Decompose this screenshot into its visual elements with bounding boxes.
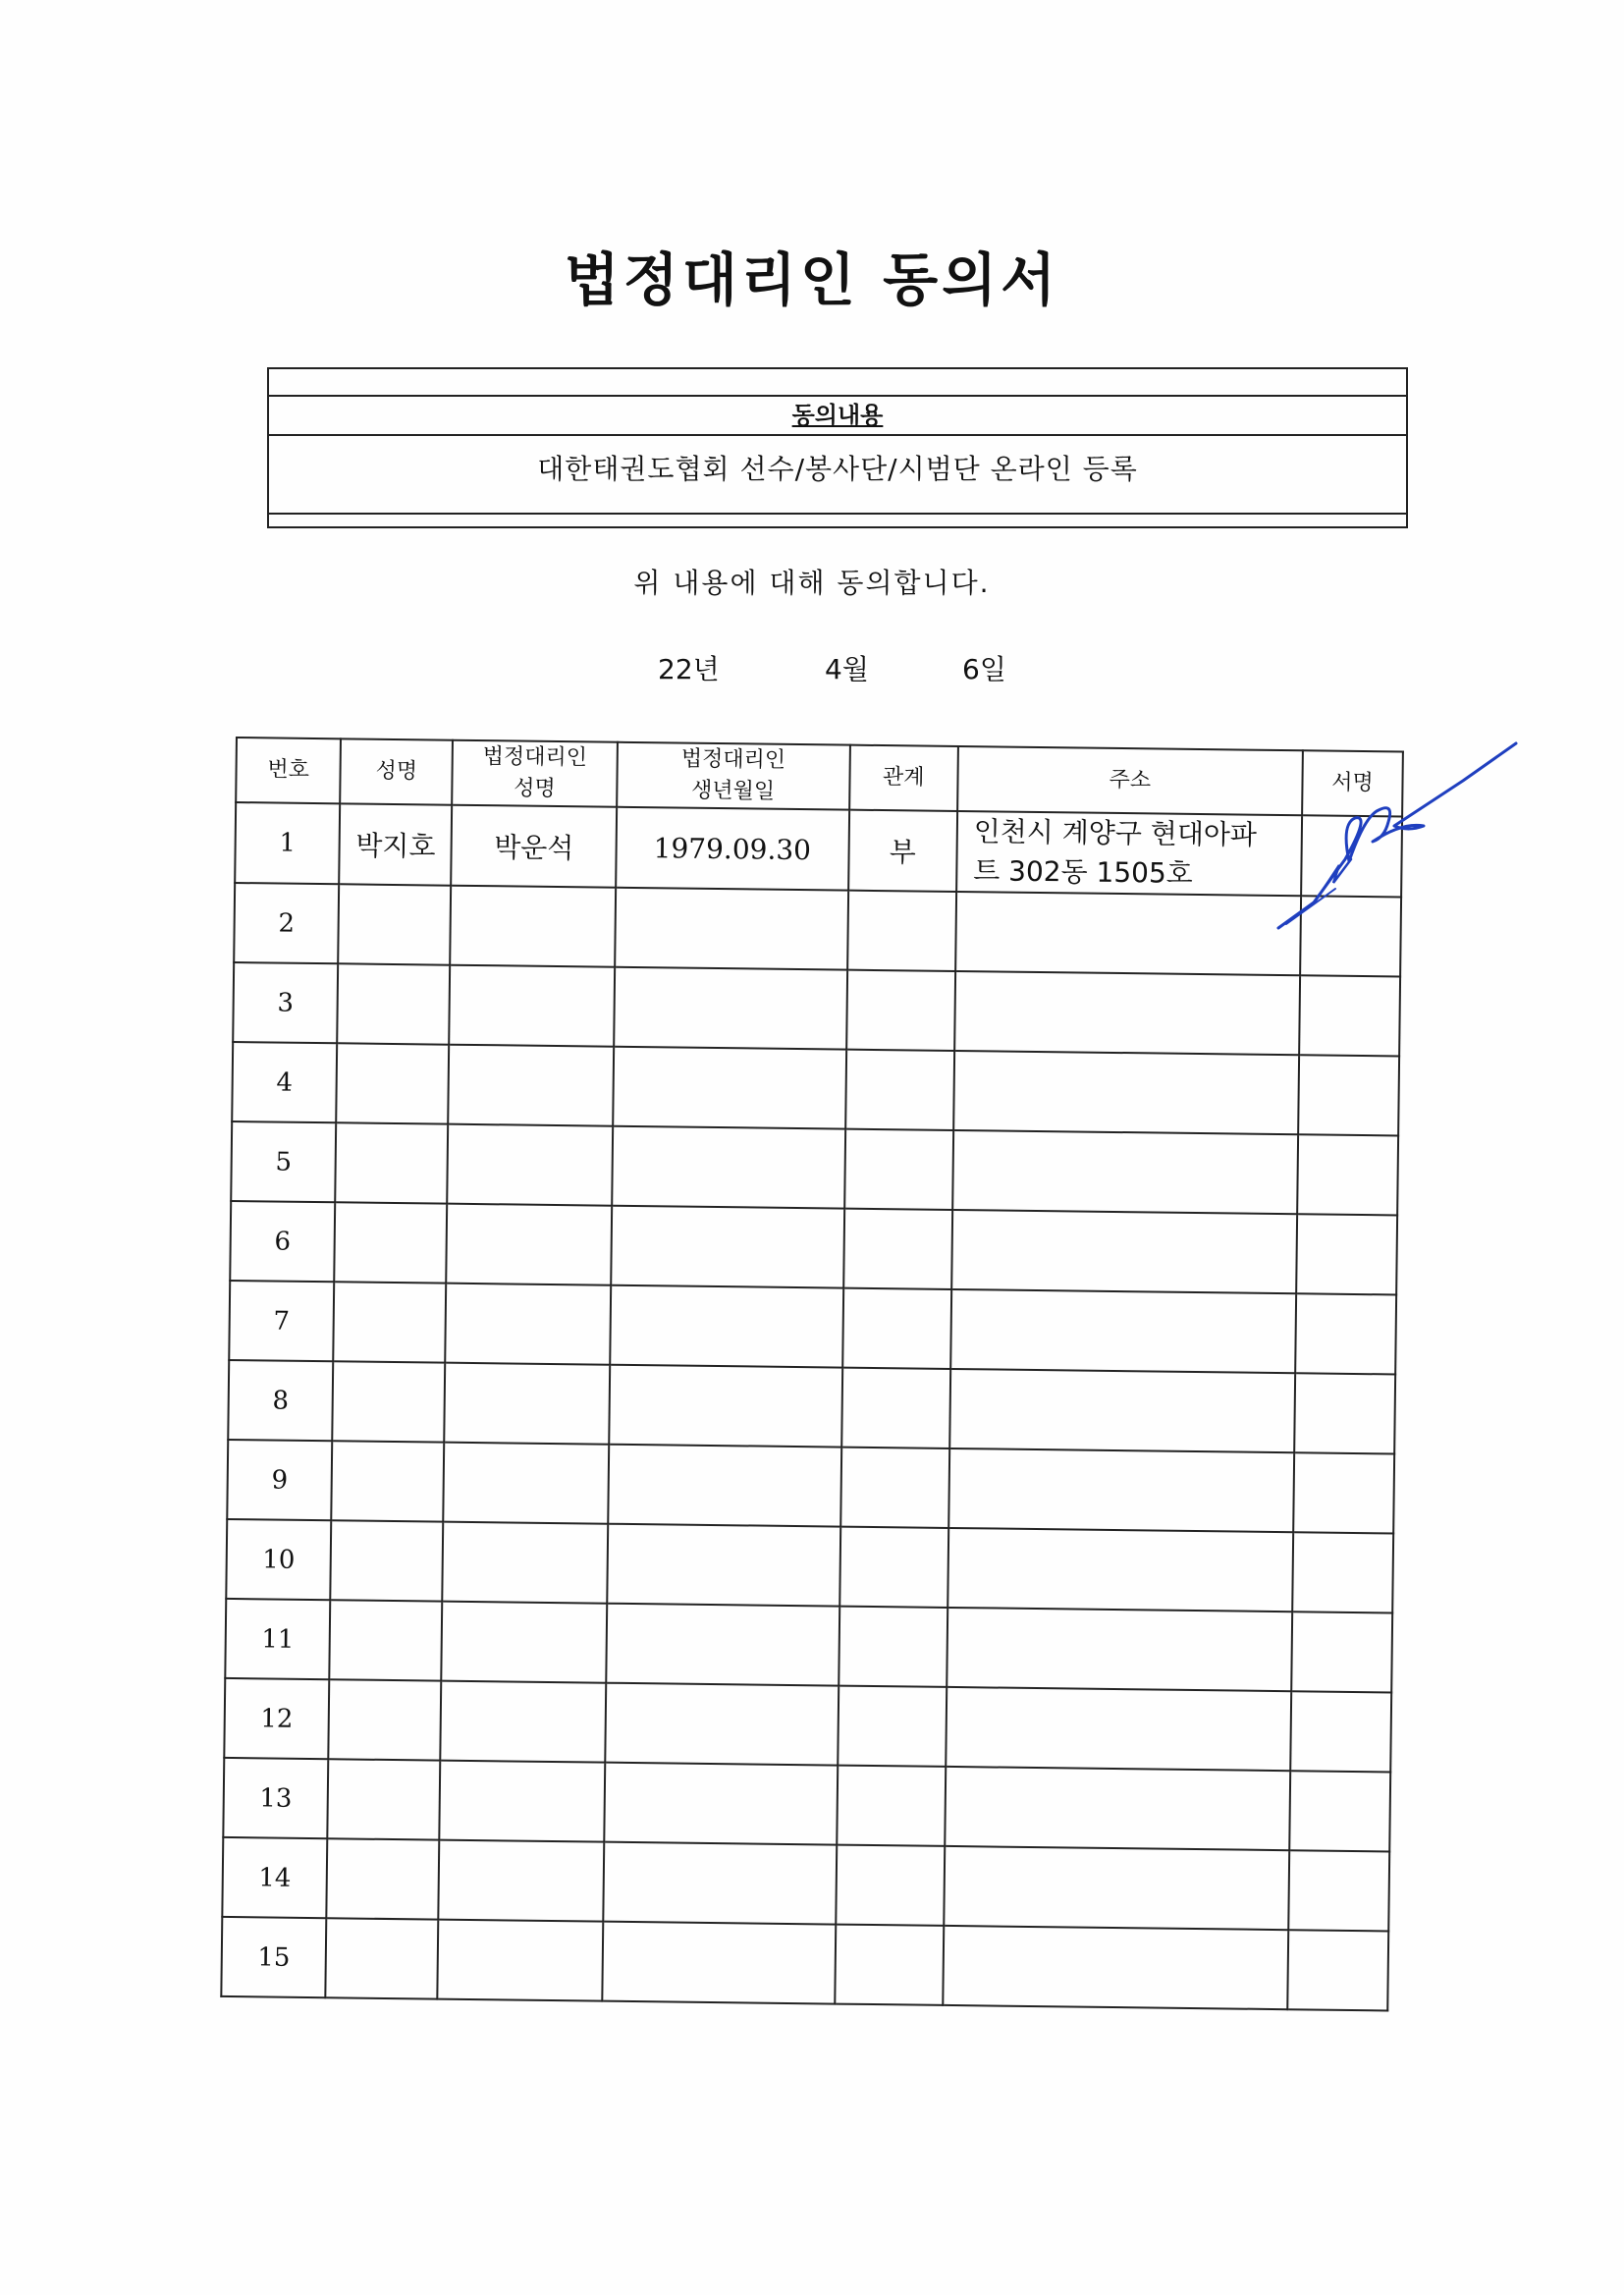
row-number: 12 bbox=[224, 1678, 329, 1759]
guardian-birthdate bbox=[609, 1365, 842, 1448]
signature-cell bbox=[1296, 1214, 1397, 1294]
header-text: 관계 bbox=[882, 765, 925, 791]
date-month: 4월 bbox=[825, 653, 869, 685]
guardian-birthdate bbox=[605, 1683, 839, 1766]
table-row bbox=[223, 1758, 1390, 1852]
guardian-name bbox=[442, 1602, 607, 1683]
student-name: 박지호 bbox=[339, 803, 452, 885]
table-header-cell bbox=[957, 746, 1303, 815]
table-row bbox=[225, 1599, 1392, 1693]
relation bbox=[844, 1129, 953, 1210]
student-name bbox=[338, 884, 451, 964]
signature-cell bbox=[1288, 1850, 1389, 1931]
guardian-birthdate: 1979.09.30 bbox=[616, 807, 849, 891]
student-name bbox=[328, 1679, 441, 1760]
student-name bbox=[337, 963, 450, 1044]
consent-header bbox=[269, 397, 1406, 436]
document-title: 법정대리인 동의서 bbox=[564, 246, 1060, 313]
table-row bbox=[224, 1678, 1391, 1773]
address bbox=[947, 1608, 1292, 1691]
relation bbox=[835, 1925, 944, 2005]
table-row bbox=[226, 1519, 1393, 1613]
header-text: 법정대리인 bbox=[482, 744, 588, 771]
date-year: 22년 bbox=[658, 653, 720, 685]
signature-cell bbox=[1299, 975, 1400, 1056]
student-name bbox=[335, 1122, 448, 1203]
signature-cell bbox=[1289, 1771, 1390, 1851]
table-body bbox=[221, 802, 1402, 2010]
guardian-name bbox=[444, 1443, 609, 1524]
guardian-birthdate bbox=[612, 1126, 845, 1209]
table-header-cell bbox=[617, 742, 850, 810]
header-text: 주소 bbox=[1109, 767, 1152, 793]
signature-cell bbox=[1298, 1055, 1399, 1135]
address bbox=[950, 1289, 1296, 1373]
row-number: 8 bbox=[228, 1360, 333, 1441]
table-row bbox=[222, 1837, 1389, 1932]
table-row bbox=[230, 1201, 1397, 1295]
address bbox=[947, 1528, 1293, 1612]
table-header-cell bbox=[236, 738, 341, 803]
signature-cell bbox=[1291, 1612, 1392, 1692]
header-text: 법정대리인 bbox=[680, 746, 786, 773]
signature-cell bbox=[1287, 1930, 1388, 2010]
relation bbox=[837, 1766, 946, 1846]
row-number: 2 bbox=[234, 883, 339, 963]
table-header-cell bbox=[340, 738, 453, 804]
student-name bbox=[331, 1441, 444, 1521]
header-text: 성명 bbox=[375, 758, 418, 785]
row-number: 4 bbox=[232, 1042, 337, 1122]
relation bbox=[838, 1686, 947, 1767]
guardian-birthdate bbox=[602, 1922, 836, 2004]
address bbox=[948, 1448, 1294, 1532]
guardian-name bbox=[438, 1920, 603, 2001]
table-header-cell bbox=[849, 745, 958, 811]
consent-header-label: 동의내용 bbox=[791, 402, 884, 429]
signature-cell bbox=[1293, 1452, 1394, 1533]
header-text: 성명 bbox=[514, 776, 556, 801]
guardian-birthdate bbox=[613, 1047, 846, 1129]
consent-box bbox=[267, 367, 1408, 528]
guardian-birthdate bbox=[603, 1842, 837, 1925]
address bbox=[944, 1846, 1289, 1930]
guardian-name bbox=[450, 965, 615, 1047]
guardian-name bbox=[451, 886, 616, 967]
relation bbox=[839, 1607, 947, 1687]
address bbox=[949, 1369, 1295, 1452]
address bbox=[952, 1130, 1298, 1214]
table-row bbox=[221, 1917, 1388, 2011]
row-number: 13 bbox=[223, 1758, 328, 1838]
relation bbox=[836, 1845, 945, 1926]
signature-cell bbox=[1292, 1532, 1393, 1612]
consent-body: 대한태권도협회 선수/봉사단/시범단 온라인 등록 bbox=[537, 453, 1138, 485]
table-row bbox=[231, 1121, 1398, 1216]
divider bbox=[269, 513, 1406, 515]
guardian-birthdate bbox=[614, 967, 847, 1050]
guardian-name: 박운석 bbox=[452, 805, 617, 888]
guardian-name bbox=[446, 1284, 611, 1365]
table-row bbox=[234, 883, 1401, 977]
date-day: 6일 bbox=[962, 653, 1006, 685]
relation bbox=[840, 1448, 949, 1528]
guardian-name bbox=[445, 1363, 610, 1445]
relation bbox=[842, 1288, 951, 1369]
table-header-cell bbox=[453, 740, 618, 807]
table-row bbox=[227, 1440, 1394, 1534]
table-row bbox=[229, 1281, 1396, 1375]
student-name bbox=[336, 1043, 449, 1123]
relation: 부 bbox=[848, 810, 957, 892]
guardian-name bbox=[439, 1840, 604, 1922]
address bbox=[945, 1767, 1290, 1850]
student-name bbox=[334, 1202, 447, 1283]
relation bbox=[843, 1209, 952, 1289]
address bbox=[954, 971, 1300, 1055]
table-row bbox=[232, 1042, 1399, 1136]
relation bbox=[847, 891, 956, 971]
relation bbox=[846, 970, 955, 1051]
guardian-birthdate bbox=[606, 1604, 839, 1686]
signature-cell bbox=[1295, 1293, 1396, 1374]
row-number: 14 bbox=[222, 1837, 327, 1918]
student-name bbox=[327, 1759, 440, 1839]
header-text: 번호 bbox=[267, 757, 310, 783]
guardian-birthdate bbox=[604, 1763, 838, 1845]
relation bbox=[841, 1368, 950, 1448]
guardian-table bbox=[220, 737, 1404, 2011]
row-number: 6 bbox=[230, 1201, 335, 1282]
signature-cell bbox=[1297, 1134, 1398, 1215]
student-name bbox=[333, 1282, 446, 1362]
signature-cell bbox=[1294, 1373, 1395, 1453]
guardian-name bbox=[441, 1681, 606, 1763]
address bbox=[951, 1210, 1297, 1293]
student-name bbox=[325, 1918, 438, 1998]
header-text: 생년월일 bbox=[690, 778, 776, 804]
table-row bbox=[228, 1360, 1395, 1454]
agreement-statement: 위 내용에 대해 동의합니다. bbox=[633, 567, 991, 599]
row-number: 11 bbox=[225, 1599, 330, 1679]
guardian-name bbox=[440, 1761, 605, 1842]
row-number: 1 bbox=[235, 802, 340, 884]
student-name bbox=[330, 1520, 443, 1601]
guardian-name bbox=[443, 1522, 608, 1604]
guardian-birthdate bbox=[607, 1524, 840, 1607]
row-number: 9 bbox=[227, 1440, 332, 1520]
guardian-birthdate bbox=[615, 888, 848, 970]
guardian-birthdate bbox=[611, 1206, 844, 1288]
address bbox=[955, 892, 1301, 975]
row-number: 3 bbox=[233, 962, 338, 1043]
student-name bbox=[329, 1600, 442, 1680]
guardian-name bbox=[449, 1045, 614, 1126]
table-row bbox=[233, 962, 1400, 1057]
guardian-name bbox=[447, 1204, 612, 1285]
row-number: 15 bbox=[221, 1917, 326, 1997]
relation bbox=[845, 1050, 954, 1130]
student-name bbox=[326, 1838, 439, 1919]
guardian-birthdate bbox=[608, 1445, 841, 1527]
row-number: 5 bbox=[231, 1121, 336, 1202]
table-row bbox=[235, 802, 1402, 898]
handwritten-signature-icon bbox=[1276, 732, 1532, 938]
address: 인천시 계양구 현대아파 트 302동 1505호 bbox=[956, 811, 1302, 896]
address bbox=[946, 1687, 1291, 1771]
row-number: 10 bbox=[226, 1519, 331, 1600]
address bbox=[943, 1926, 1288, 2009]
student-name bbox=[332, 1361, 445, 1442]
row-number: 7 bbox=[229, 1281, 334, 1361]
guardian-name bbox=[448, 1124, 613, 1206]
signature-cell bbox=[1290, 1691, 1391, 1772]
address bbox=[953, 1051, 1299, 1134]
header-text: 서명 bbox=[1331, 770, 1374, 796]
relation bbox=[839, 1527, 948, 1608]
guardian-birthdate bbox=[610, 1285, 843, 1368]
